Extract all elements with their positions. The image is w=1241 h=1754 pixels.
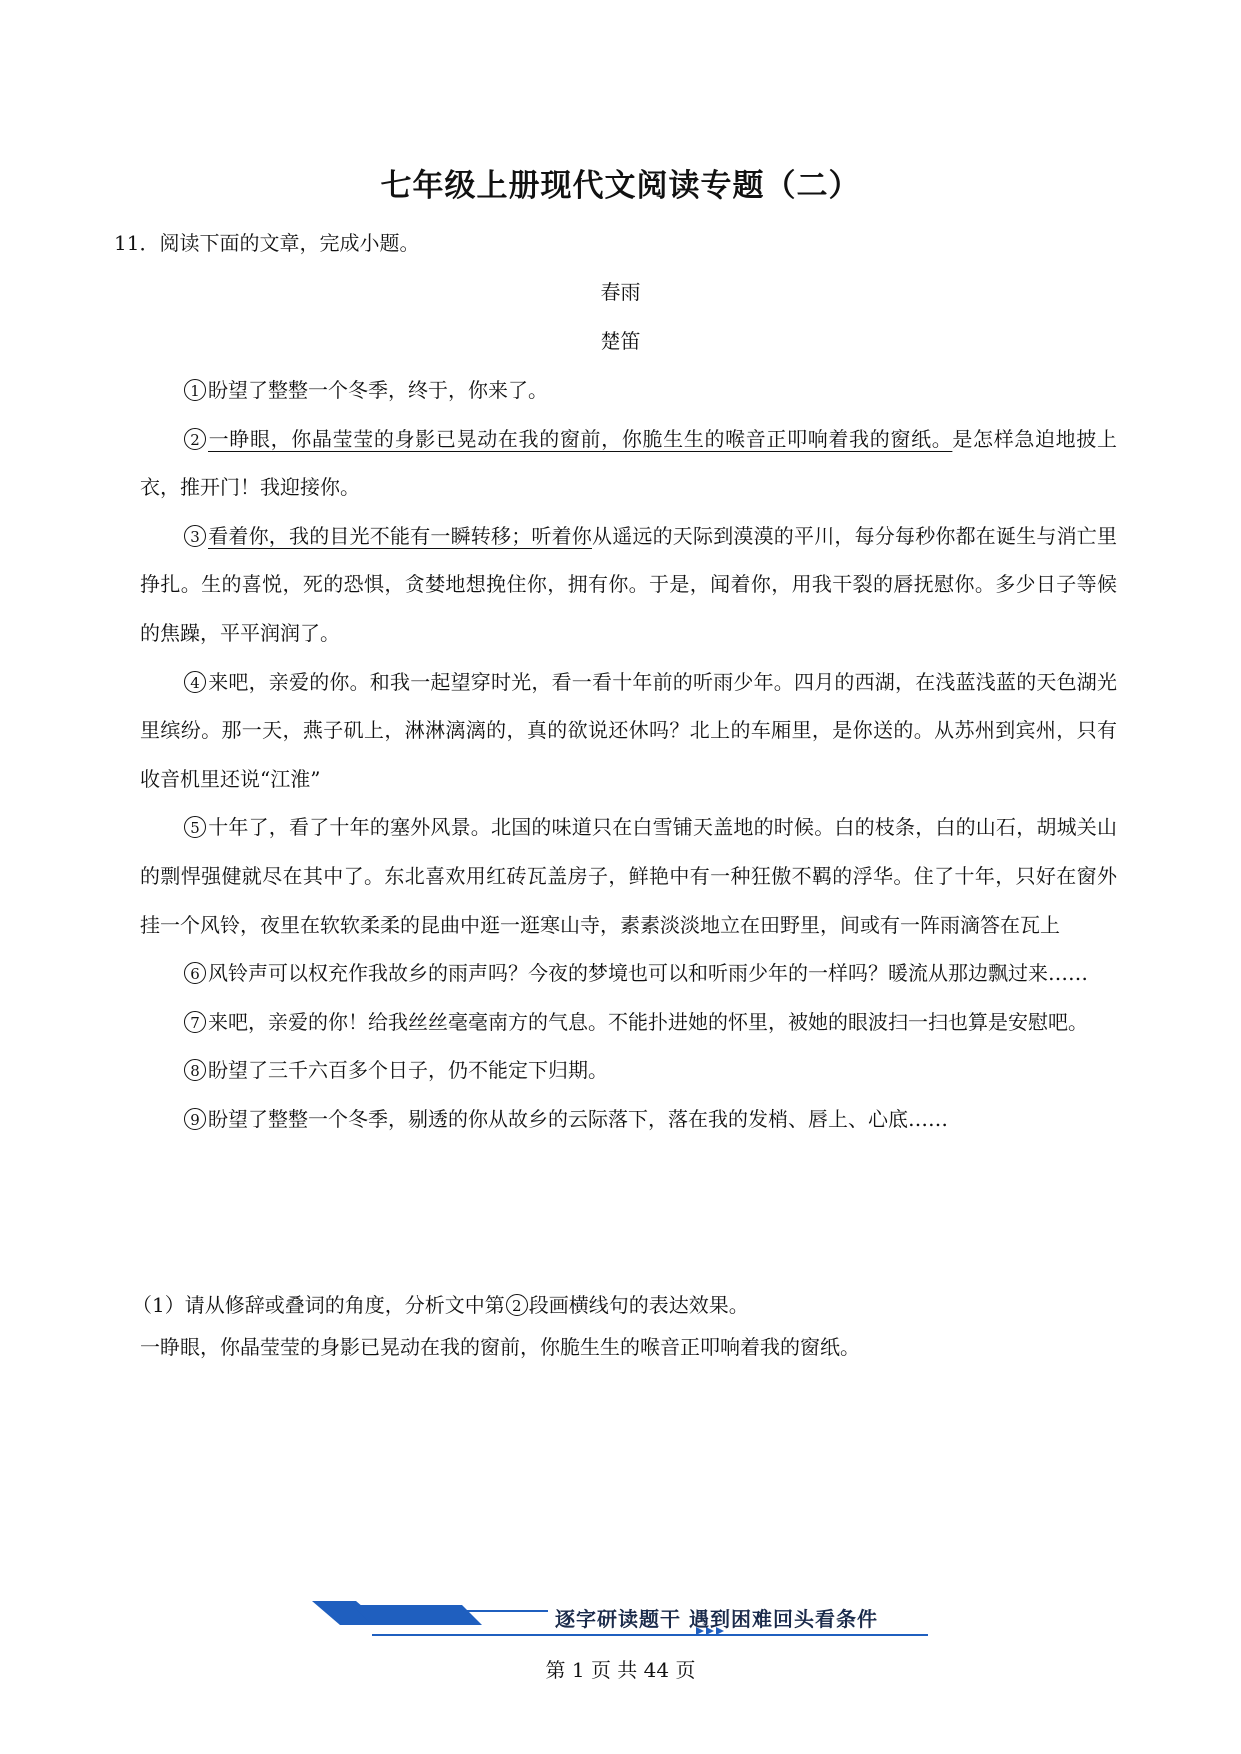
paragraph-number: 5 xyxy=(184,816,206,838)
footer-slogan: 逐字研读题干 遇到困难回头看条件 xyxy=(555,1607,878,1631)
paragraph-ref-number: 2 xyxy=(506,1294,528,1316)
paragraph-1 xyxy=(140,366,1117,415)
paragraph-2 xyxy=(140,415,1117,512)
paragraph-number: 3 xyxy=(184,525,206,547)
paragraph-text: 从遥远的天际到漠漠的平川，每分每秒你都在诞生与消亡里挣扎。生的喜悦，死的恐惧，贪婪地想挽住你，拥有你。于是，闻着你，用我干裂的唇抚慰你。多少日子等候的焦躁，平平润润了。 xyxy=(140,523,1117,645)
paragraph-6 xyxy=(140,949,1117,998)
quoted-sentence: 一睁眼，你晶莹莹的身影已晃动在我的窗前，你脆生生的喉音正叩响着我的窗纸。 xyxy=(140,1335,860,1359)
underlined-sentence: 看着你，我的目光不能有一瞬转移；听着你 xyxy=(208,523,592,548)
page-number: 第 1 页 共 44 页 xyxy=(545,1658,696,1682)
paragraph-number: 1 xyxy=(184,379,206,401)
paragraph-9 xyxy=(140,1095,1117,1144)
paragraph-text: 来吧，亲爱的你。和我一起望穿时光，看一看十年前的听雨少年。四月的西湖，在浅蓝浅蓝的天色湖光里缤纷。那一天，燕子矶上，淋淋漓漓的，真的欲说还休吗？北上的车厢里，是你送的。从苏州到宾州，只有收音机里还说“江淮” xyxy=(140,669,1117,791)
paragraph-number: 6 xyxy=(184,962,206,984)
paragraph-text: 盼望了三千六百多个日子，仍不能定下归期。 xyxy=(208,1058,608,1083)
paragraph-text: 是怎样急迫地披上衣，推开门！我迎接你。 xyxy=(140,426,1118,500)
paragraph-number: 2 xyxy=(184,428,206,450)
paragraph-7 xyxy=(140,998,1117,1047)
paragraph-5 xyxy=(140,803,1117,949)
paragraph-4 xyxy=(140,658,1117,804)
question-intro: 11．阅读下面的文章，完成小题。 xyxy=(114,231,420,255)
sub-question-suffix: 段画横线句的表达效果。 xyxy=(528,1293,749,1317)
paragraph-text: 盼望了整整一个冬季，终于，你来了。 xyxy=(208,378,548,402)
document-title: 七年级上册现代文阅读专题（二） xyxy=(380,168,861,204)
paragraph-text: 盼望了整整一个冬季，剔透的你从故乡的云际落下，落在我的发梢、唇上、心底…… xyxy=(208,1106,948,1131)
article-body xyxy=(140,366,1117,1144)
underlined-sentence: 一睁眼，你晶莹莹的身影已晃动在我的窗前，你脆生生的喉音正叩响着我的窗纸。 xyxy=(208,426,953,451)
paragraph-3 xyxy=(140,512,1117,658)
paragraph-number: 9 xyxy=(184,1108,206,1130)
sub-question-prefix: （1）请从修辞或叠词的角度，分析文中第 xyxy=(132,1293,505,1317)
paragraph-number: 8 xyxy=(184,1059,206,1081)
paragraph-number: 4 xyxy=(184,671,206,693)
paragraph-number: 7 xyxy=(184,1011,206,1033)
paragraph-text: 风铃声可以权充作我故乡的雨声吗？今夜的梦境也可以和听雨少年的一样吗？暖流从那边飘过来…… xyxy=(208,961,1088,986)
paragraph-8 xyxy=(140,1046,1117,1095)
sub-question-1 xyxy=(132,1281,749,1329)
article-title: 春雨 xyxy=(600,280,641,304)
paragraph-text: 来吧，亲爱的你！给我丝丝毫毫南方的气息。不能扑进她的怀里，被她的眼波扫一扫也算是安慰吧。 xyxy=(208,1009,1088,1034)
article-author: 楚笛 xyxy=(600,329,641,353)
banner-block xyxy=(352,1605,482,1625)
paragraph-text: 十年了，看了十年的塞外风景。北国的味道只在白雪铺天盖地的时候。白的枝条，白的山石，胡城关山的剽悍强健就尽在其中了。东北喜欢用红砖瓦盖房子，鲜艳中有一种狂傲不羁的浮华。住了十年，只好在窗外挂一个风铃，夜里在软软柔柔的昆曲中逛一逛寒山寺，素素淡淡地立在田野里，间或有一阵雨滴答在瓦上 xyxy=(140,815,1117,937)
